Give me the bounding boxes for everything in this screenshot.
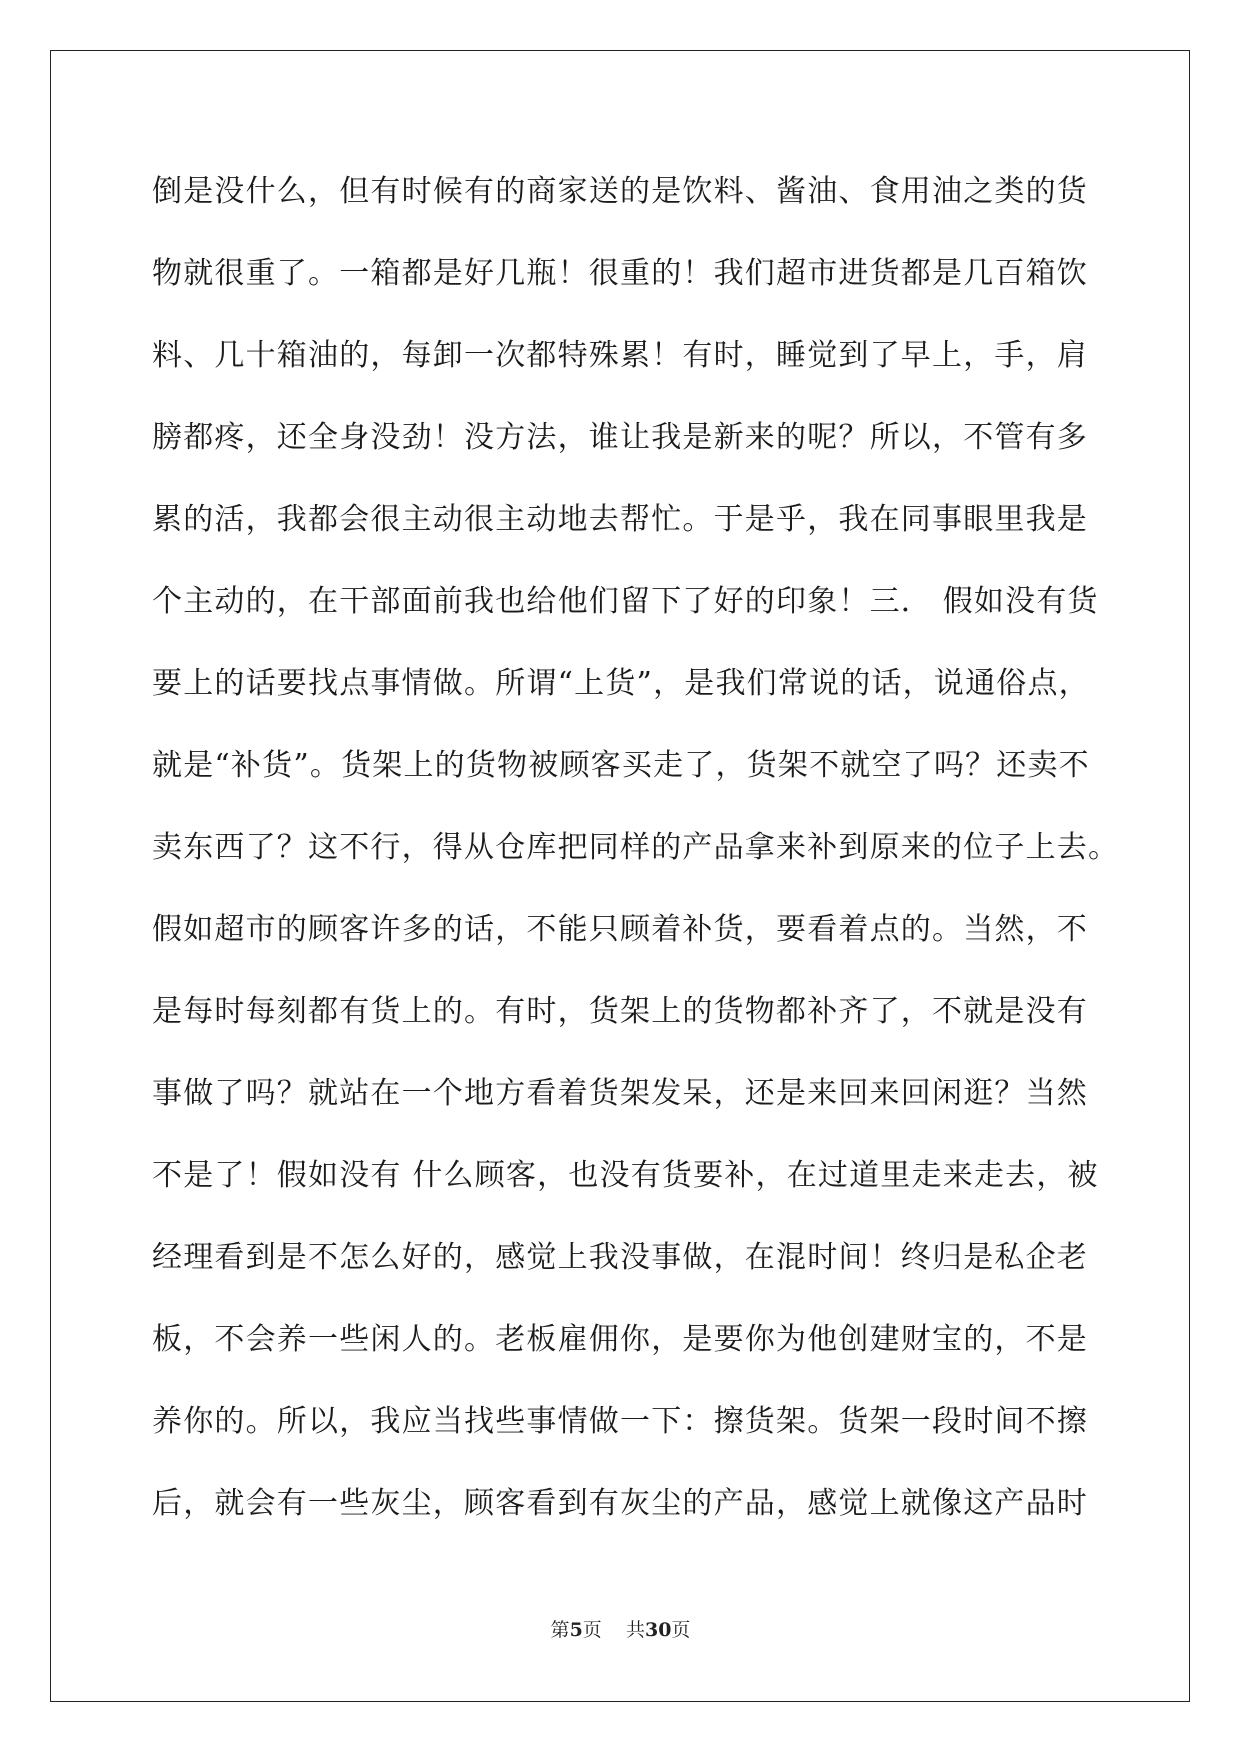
body-line: 料、几十箱油的，每卸一次都特殊累！有时，睡觉到了早上，手，肩 — [152, 338, 1088, 373]
footer-prefix: 第 — [550, 1619, 570, 1641]
body-line: 膀都疼，还全身没劲！没方法，谁让我是新来的呢？所以，不管有多 — [152, 420, 1088, 455]
body-line: 是每时每刻都有货上的。有时，货架上的货物都补齐了，不就是没有 — [152, 994, 1088, 1029]
footer-total-pages: 30 — [644, 1619, 672, 1641]
body-line: 假如超市的顾客许多的话，不能只顾着补货，要看着点的。当然，不 — [152, 912, 1088, 947]
body-line: 养你的。所以，我应当找些事情做一下：擦货架。货架一段时间不擦 — [152, 1404, 1088, 1439]
body-line: 物就很重了。一箱都是好几瓶！很重的！我们超市进货都是几百箱饮 — [152, 256, 1088, 291]
body-line: 个主动的，在干部面前我也给他们留下了好的印象！三． 假如没有货 — [152, 584, 1099, 619]
body-line: 后，就会有一些灰尘，顾客看到有灰尘的产品，感觉上就像这产品时 — [152, 1486, 1088, 1521]
page-footer — [0, 1615, 1241, 1642]
body-line: 不是了！假如没有 什么顾客，也没有货要补，在过道里走来走去，被 — [152, 1158, 1099, 1193]
body-line: 板，不会养一些闲人的。老板雇佣你，是要你为他创建财宝的，不是 — [152, 1322, 1088, 1357]
body-line: 累的活，我都会很主动很主动地去帮忙。于是乎，我在同事眼里我是 — [152, 502, 1088, 537]
body-line: 卖东西了？这不行，得从仓库把同样的产品拿来补到原来的位子上去。 — [152, 830, 1120, 865]
body-line: 就是“补货”。货架上的货物被顾客买走了，货架不就空了吗？还卖不 — [152, 748, 1090, 783]
body-text — [152, 164, 1120, 1558]
body-line: 事做了吗？就站在一个地方看着货架发呆，还是来回来回闲逛？当然 — [152, 1076, 1088, 1111]
body-line: 经理看到是不怎么好的，感觉上我没事做，在混时间！终归是私企老 — [152, 1240, 1088, 1275]
footer-mid: 页 共 — [582, 1619, 645, 1641]
body-line: 要上的话要找点事情做。所谓“上货”，是我们常说的话，说通俗点， — [152, 666, 1090, 701]
body-line: 倒是没什么，但有时候有的商家送的是饮料、酱油、食用油之类的货 — [152, 174, 1088, 209]
footer-page-number: 5 — [569, 1619, 583, 1641]
footer-suffix: 页 — [671, 1619, 691, 1641]
